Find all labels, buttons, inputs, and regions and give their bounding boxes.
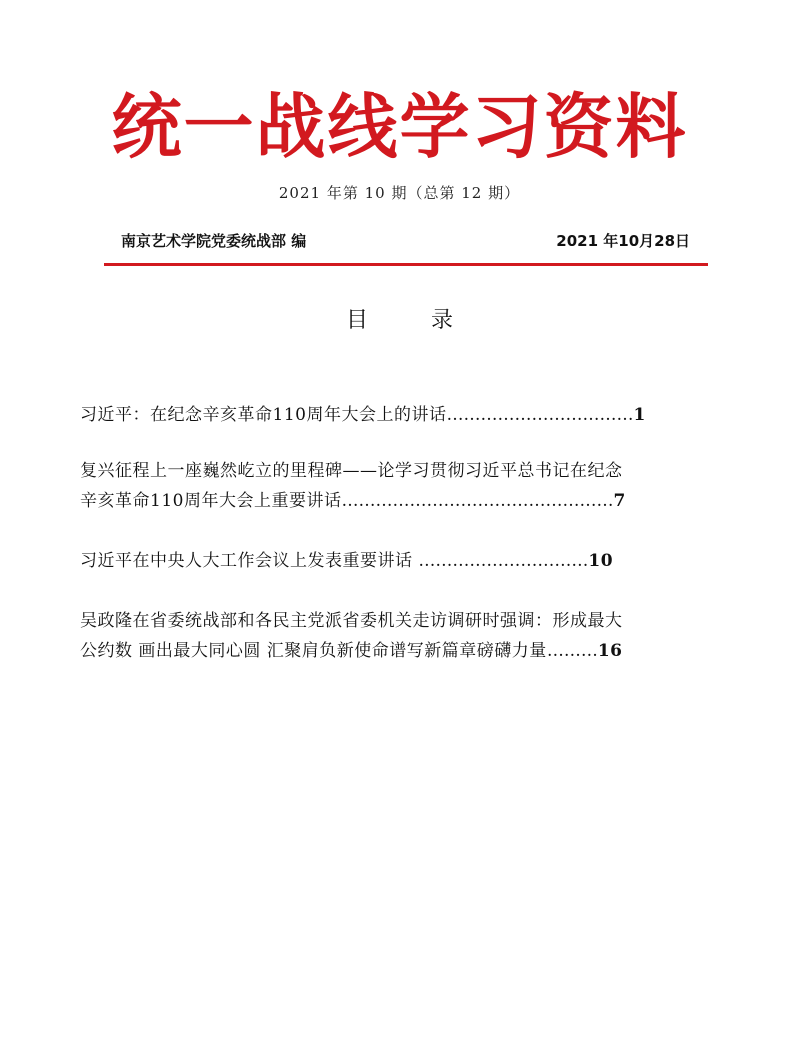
masthead-title: 统一战线学习资料: [111, 85, 688, 168]
issue-number: 2021 年第 10 期（总第 12 期）: [278, 184, 521, 202]
toc-leader: …………………………: [418, 551, 589, 571]
toc-entry-title-continued: 公约数 画出最大同心圆 汇聚肩负新使命谱写新篇章磅礴力量: [80, 641, 547, 661]
toc-leader: ……………………………: [446, 405, 634, 425]
toc-entry[interactable]: [80, 456, 720, 516]
editor-credit: 南京艺术学院党委统战部 编: [121, 232, 307, 250]
toc-entry-title: 吴政隆在省委统战部和各民主党派省委机关走访调研时强调：形成最大: [80, 611, 623, 631]
toc-page-number: 10: [588, 551, 614, 571]
toc-page-number: 16: [597, 641, 623, 661]
toc-leader: …………………………………………: [341, 491, 614, 511]
toc-entry-title: 复兴征程上一座巍然屹立的里程碑——论学习贯彻习近平总书记在纪念: [80, 461, 623, 481]
toc-page-number: 1: [633, 405, 646, 425]
toc-leader: ………: [546, 641, 598, 661]
masthead-divider: [104, 263, 708, 266]
toc-entry-title: 习近平：在纪念辛亥革命110周年大会上的讲话: [80, 405, 447, 425]
toc-entry[interactable]: [80, 400, 720, 430]
publication-date: 2021 年10月28日: [556, 232, 690, 250]
toc-page-number: 7: [613, 491, 626, 511]
toc-heading: 目 录: [346, 308, 481, 333]
toc-entry[interactable]: [80, 606, 720, 666]
toc-entry[interactable]: [80, 546, 720, 576]
toc-entry-title-continued: 辛亥革命110周年大会上重要讲话: [80, 491, 342, 511]
toc-entry-title: 习近平在中央人大工作会议上发表重要讲话: [80, 551, 419, 571]
